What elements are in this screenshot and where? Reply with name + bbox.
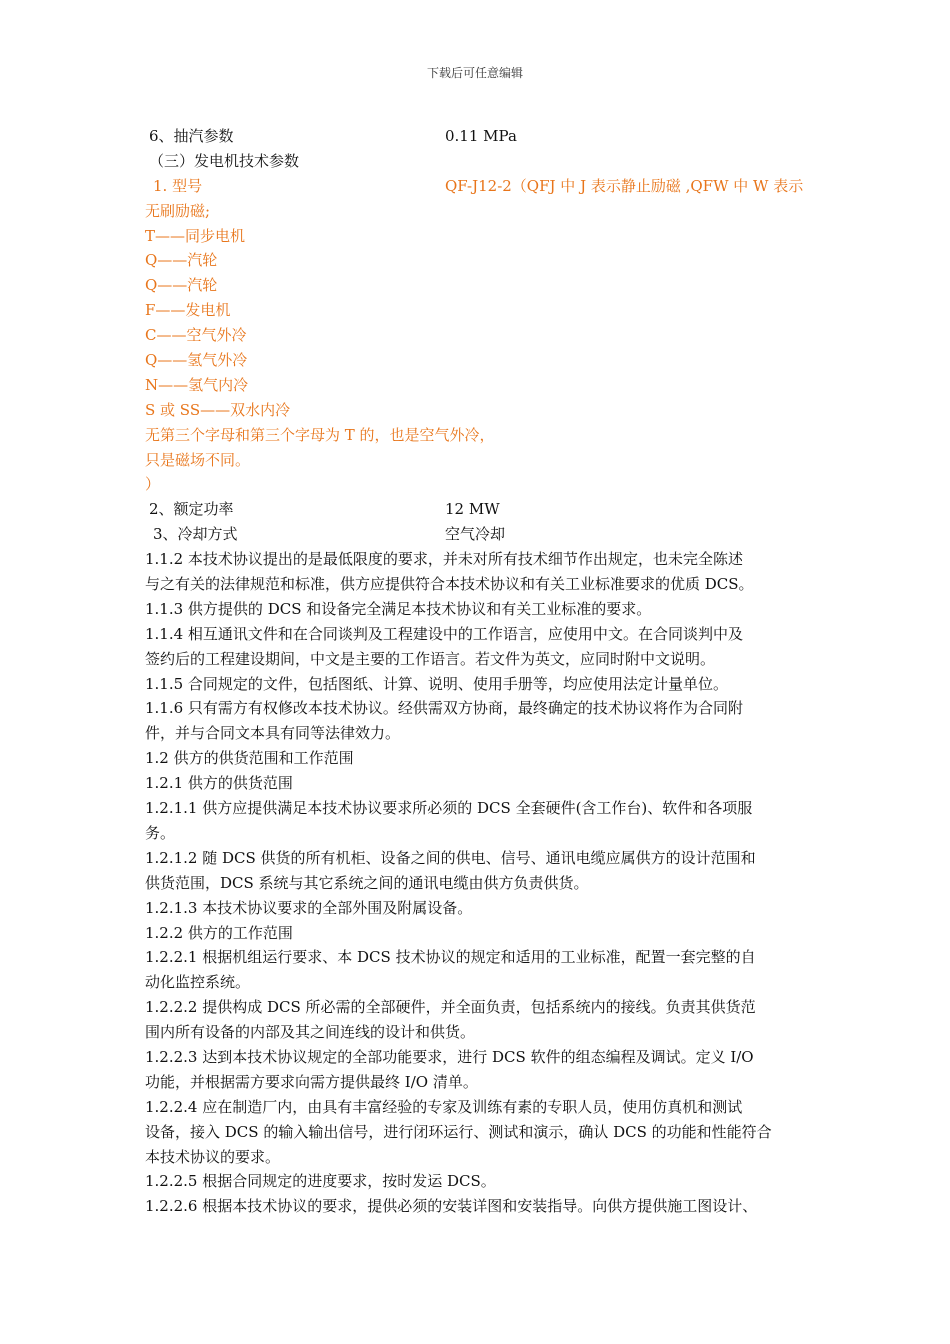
section-heading: 1.2.2 供方的工作范围 bbox=[145, 923, 293, 942]
paragraph-line: 1.2.2.6 根据本技术协议的要求，提供必须的安装详图和安装指导。向供方提供施工图设计、 bbox=[145, 1197, 758, 1216]
note-line: 只是磁场不同。 bbox=[145, 450, 251, 469]
paragraph-line: 供货范围，DCS 系统与其它系统之间的通讯电缆由供方负责供货。 bbox=[145, 873, 589, 892]
paragraph-line: 1.2.1.2 随 DCS 供货的所有机柜、设备之间的供电、信号、通讯电缆应属供方的设计范围和 bbox=[145, 848, 756, 867]
code-line: C——空气外冷 bbox=[145, 326, 247, 345]
paragraph-line: 1.2.2.1 根据机组运行要求、本 DCS 技术协议的规定和适用的工业标准，配置一套完整的自 bbox=[145, 948, 756, 967]
paragraph-line: 1.1.5 合同规定的文件，包括图纸、计算、说明、使用手册等，均应使用法定计量单位。 bbox=[145, 674, 728, 693]
param-row-model bbox=[145, 174, 835, 199]
param-label: 1. 型号 bbox=[153, 176, 203, 195]
section-title: （三）发电机技术参数 bbox=[149, 151, 300, 170]
section-heading: 1.2.1 供方的供货范围 bbox=[145, 774, 293, 793]
param-value: 0.11 MPa bbox=[445, 127, 517, 145]
section-heading: 1.2 供方的供货范围和工作范围 bbox=[145, 749, 354, 768]
param-row-cooling bbox=[145, 522, 835, 547]
code-line: Q——汽轮 bbox=[145, 276, 218, 295]
paragraph-line: 动化监控系统。 bbox=[145, 973, 251, 992]
param-value: 12 MW bbox=[445, 500, 500, 519]
paragraph-line: 1.2.1.3 本技术协议要求的全部外围及附属设备。 bbox=[145, 898, 473, 917]
paragraph-line: 与之有关的法律规范和标准，供方应提供符合本技术协议和有关工业标准要求的优质 DCS。 bbox=[145, 575, 754, 594]
paragraph-line: 设备，接入 DCS 的输入输出信号，进行闭环运行、测试和演示，确认 DCS 的功能和性能符合 bbox=[145, 1122, 772, 1141]
section-title-generator bbox=[145, 149, 835, 174]
paragraph-line: 1.2.2.2 提供构成 DCS 所必需的全部硬件，并全面负责，包括系统内的接线。负责其供货范 bbox=[145, 998, 756, 1017]
paragraph-line: 1.1.6 只有需方有权修改本技术协议。经供需双方协商，最终确定的技术协议将作为合同附 bbox=[145, 699, 743, 718]
code-line: S 或 SS——双水内冷 bbox=[145, 400, 291, 419]
note-line: 无第三个字母和第三个字母为 T 的，也是空气外冷， bbox=[145, 425, 495, 444]
code-line: N——氢气内冷 bbox=[145, 375, 249, 394]
document-body bbox=[145, 124, 835, 1219]
paragraph-line: 1.2.2.5 根据合同规定的进度要求，按时发运 DCS。 bbox=[145, 1172, 496, 1191]
paragraph-line: 务。 bbox=[145, 823, 176, 842]
paragraph-line: 围内所有设备的内部及其之间连线的设计和供货。 bbox=[145, 1023, 476, 1042]
paragraph-line: 1.2.2.3 达到本技术协议规定的全部功能要求，进行 DCS 软件的组态编程及调试。定义 I/O bbox=[145, 1047, 754, 1066]
paragraph-line: 1.1.3 供方提供的 DCS 和设备完全满足本技术协议和有关工业标准的要求。 bbox=[145, 599, 652, 618]
code-line: T——同步电机 bbox=[145, 226, 246, 245]
param-label: 6、抽汽参数 bbox=[149, 127, 234, 145]
param-value: QF-J12-2（QFJ 中 J 表示静止励磁 ,QFW 中 W 表示 bbox=[445, 176, 804, 195]
paragraph-line: 件，并与合同文本具有同等法律效力。 bbox=[145, 724, 401, 743]
code-line: Q——汽轮 bbox=[145, 251, 218, 270]
code-line: F——发电机 bbox=[145, 301, 231, 320]
paragraph-line: 签约后的工程建设期间，中文是主要的工作语言。若文件为英文，应同时附中文说明。 bbox=[145, 649, 716, 668]
paragraph-line: 1.2.1.1 供方应提供满足本技术协议要求所必须的 DCS 全套硬件(含工作台)、软件和各项服 bbox=[145, 799, 753, 818]
param-row-power bbox=[145, 497, 835, 522]
paragraph-line: 本技术协议的要求。 bbox=[145, 1147, 281, 1166]
page-header: 下载后可任意编辑 bbox=[426, 66, 523, 80]
paragraph-line: 1.2.2.4 应在制造厂内，由具有丰富经验的专家及训练有素的专职人员，使用仿真机和测试 bbox=[145, 1097, 743, 1116]
paragraph-line: 1.1.4 相互通讯文件和在合同谈判及工程建设中的工作语言，应使用中文。在合同谈判中及 bbox=[145, 624, 743, 643]
paragraph-line: 1.1.2 本技术协议提出的是最低限度的要求，并未对所有技术细节作出规定，也未完全陈述 bbox=[145, 550, 743, 569]
paragraph-line: 功能，并根据需方要求向需方提供最终 I/O 清单。 bbox=[145, 1072, 478, 1091]
param-row-extraction bbox=[145, 124, 835, 149]
model-continuation: 无刷励磁; bbox=[145, 201, 211, 220]
param-value: 空气冷却 bbox=[445, 525, 506, 544]
close-paren: ） bbox=[145, 475, 161, 494]
code-line: Q——氢气外冷 bbox=[145, 351, 248, 370]
param-label: 2、额定功率 bbox=[149, 500, 234, 519]
param-label: 3、冷却方式 bbox=[153, 525, 238, 544]
